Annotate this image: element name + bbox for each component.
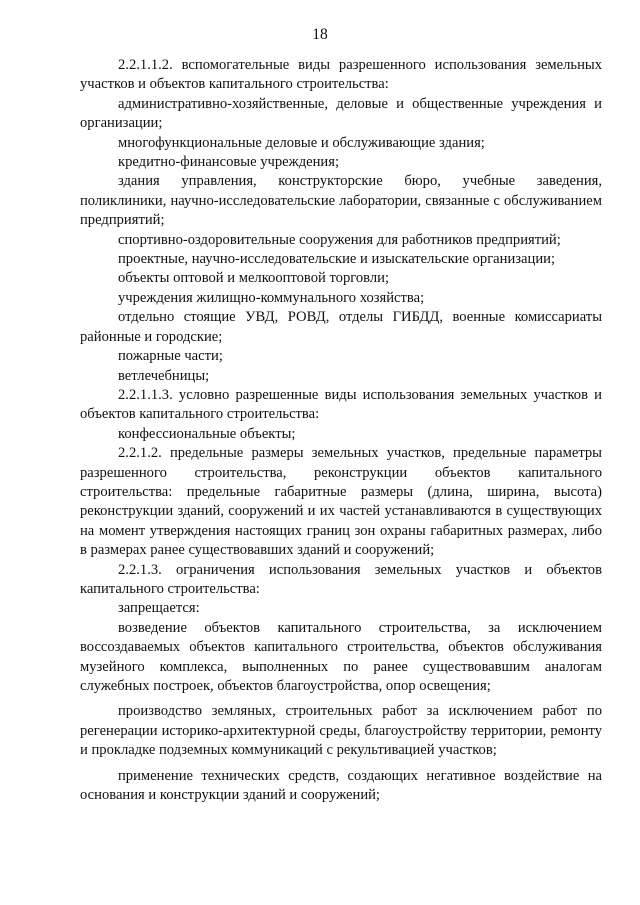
- paragraph: кредитно-финансовые учреждения;: [118, 154, 339, 171]
- paragraph: 2.2.1.2. предельные размеры земельных участков, предельные параметры разрешенного строительства, реконструкции объектов капитального строительства: предельные габаритные размеры (длина, ширина, высота) реконструкции зданий, сооружений и их частей устанавливаются в существующих на момент утверждения настоящих границ зон охраны габаритных размерах, либо в размерах ранее существовавших зданий и сооружений;: [80, 445, 602, 559]
- paragraph: учреждения жилищно-коммунального хозяйства;: [118, 289, 425, 306]
- paragraph: 2.2.1.1.2. вспомогательные виды разрешенного использования земельных участков и объектов капитального строительства:: [80, 57, 602, 93]
- paragraph: спортивно-оздоровительные сооружения для работников предприятий;: [118, 231, 561, 248]
- paragraph: объекты оптовой и мелкооптовой торговли;: [118, 270, 390, 287]
- paragraph: проектные, научно-исследовательские и изыскательские организации;: [118, 251, 556, 268]
- paragraph: административно-хозяйственные, деловые и общественные учреждения и организации;: [80, 95, 602, 132]
- paragraph: запрещается:: [118, 600, 200, 617]
- document-body: [80, 56, 602, 805]
- page-number: 18: [312, 26, 328, 43]
- paragraph: отдельно стоящие УВД, РОВД, отделы ГИБДД, военные комиссариаты районные и городские;: [80, 309, 602, 345]
- paragraph: конфессиональные объекты;: [118, 425, 296, 442]
- paragraph: применение технических средств, создающих негативное воздействие на основания и конструкции зданий и сооружений;: [80, 767, 602, 804]
- paragraph: 2.2.1.1.3. условно разрешенные виды использования земельных участков и объектов капитального строительства:: [80, 386, 602, 423]
- paragraph: здания управления, конструкторские бюро, учебные заведения, поликлиники, научно-исследовательские лаборатории, связанные с обслуживанием предприятий;: [80, 173, 602, 229]
- paragraph: пожарные части;: [118, 348, 223, 365]
- paragraph: многофункциональные деловые и обслуживающие здания;: [118, 134, 485, 151]
- paragraph: возведение объектов капитального строительства, за исключением воссоздаваемых объектов капитального строительства, объектов обслуживания музейного комплекса, выполненных по ранее существовавшим аналогам служебных построек, объектов благоустройства, опор освещения;: [80, 619, 602, 694]
- paragraph: 2.2.1.3. ограничения использования земельных участков и объектов капитального строительства:: [80, 561, 602, 597]
- paragraph: производство земляных, строительных работ за исключением работ по регенерации историко-архитектурной среды, благоустройству территории, ремонту и прокладке подземных коммуникаций с рекультивацией участков;: [80, 703, 602, 759]
- paragraph: ветлечебницы;: [118, 367, 210, 384]
